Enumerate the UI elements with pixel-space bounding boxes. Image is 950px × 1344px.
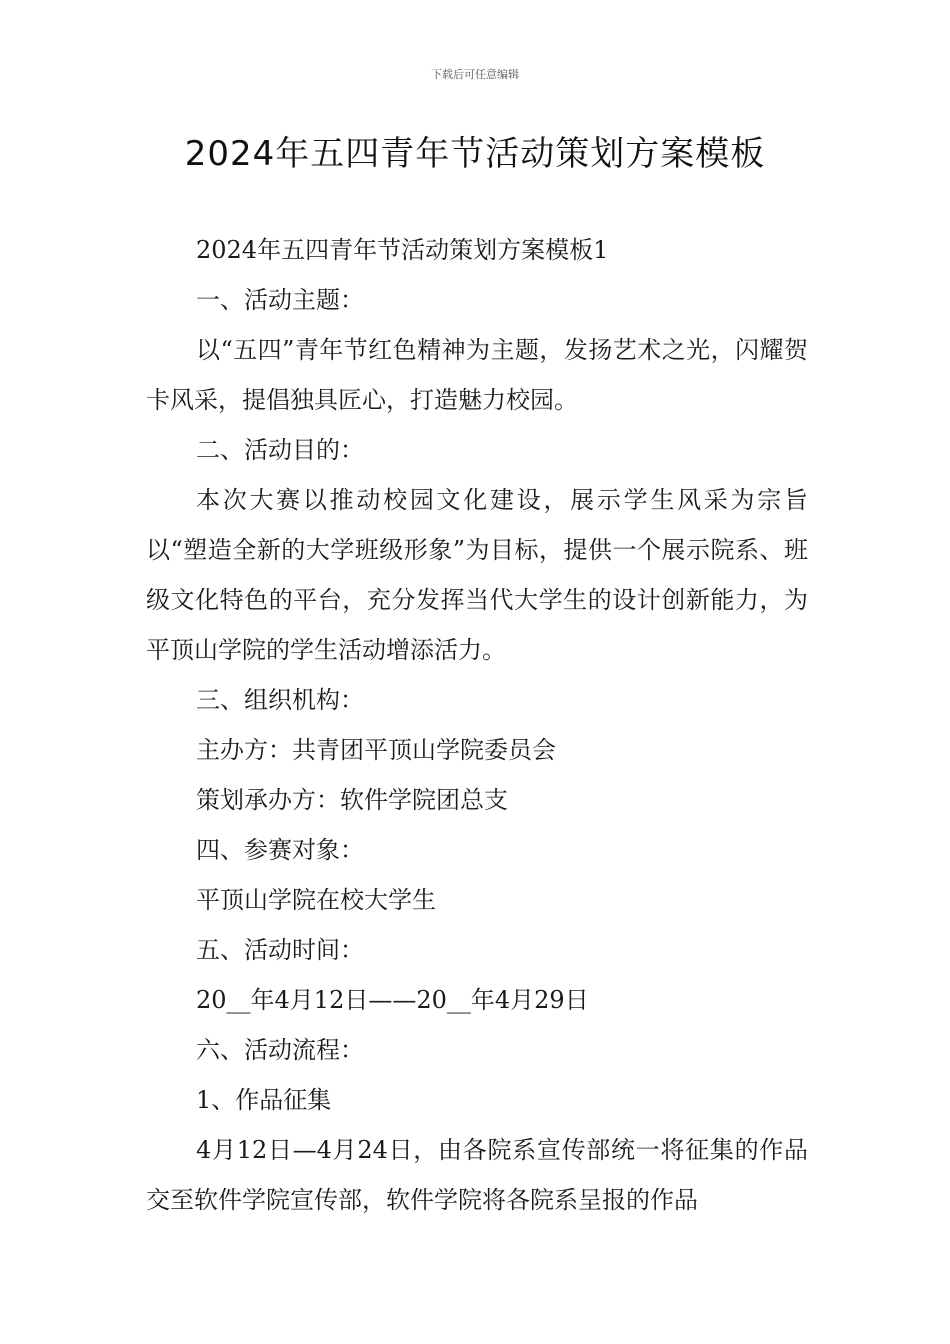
section-3-heading: 三、组织机构：	[196, 686, 364, 714]
section-2-text: 本次大赛以推动校园文化建设，展示学生风采为宗旨以“塑造全新的大学班级形象”为目标，提供一个展示院系、班级文化特色的平台，充分发挥当代大学生的设计创新能力，为平顶山学院的学生活动增添活力。	[146, 486, 808, 664]
section-3-organizer: 策划承办方：软件学院团总支	[196, 786, 508, 814]
step-1-text: 4月12日—4月24日，由各院系宣传部统一将征集的作品交至软件学院宣传部，软件学院将各院系呈报的作品	[146, 1136, 808, 1214]
section-1-heading: 一、活动主题：	[196, 286, 364, 314]
document-body	[146, 225, 808, 1225]
step-1-heading: 1、作品征集	[196, 1086, 332, 1114]
document-title: 2024年五四青年节活动策划方案模板	[184, 134, 766, 174]
section-6-heading: 六、活动流程：	[196, 1036, 364, 1064]
doc-subtitle: 2024年五四青年节活动策划方案模板1	[196, 236, 609, 264]
section-3-host: 主办方：共青团平顶山学院委员会	[196, 736, 556, 764]
section-4-heading: 四、参赛对象：	[196, 836, 364, 864]
section-2-heading: 二、活动目的：	[196, 436, 364, 464]
section-4-text: 平顶山学院在校大学生	[196, 886, 436, 914]
section-5-text: 20__年4月12日——20__年4月29日	[196, 986, 589, 1014]
section-5-heading: 五、活动时间：	[196, 936, 364, 964]
page-header-note: 下载后可任意编辑	[431, 68, 519, 81]
section-1-text: 以“五四”青年节红色精神为主题，发扬艺术之光，闪耀贺卡风采，提倡独具匠心，打造魅力校园。	[146, 336, 808, 414]
